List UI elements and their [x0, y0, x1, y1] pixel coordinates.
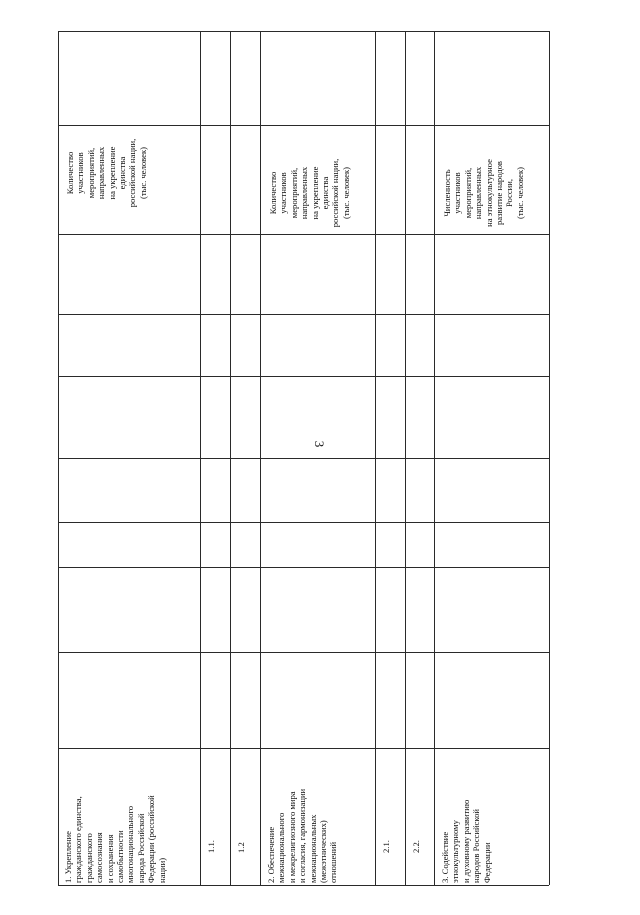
- table-line: [58, 376, 549, 377]
- row-label-1-2: 1.2: [236, 842, 246, 853]
- table-line: [58, 458, 549, 459]
- row-label-2-1: 2.1.: [381, 840, 391, 853]
- row-label-2-2: 2.2.: [411, 840, 421, 853]
- row-indicator-3: Численность участников мероприятий, направленных на этнокультурное развитие народов России, (тыс. человек): [442, 159, 525, 227]
- table-line: [434, 31, 435, 885]
- row-label-3: 3. Содействие этнокультурному и духовному развитию народов Российской Федерации: [440, 799, 492, 883]
- page-number: 3: [312, 440, 327, 448]
- table-line: [230, 31, 231, 885]
- table-line: [260, 31, 261, 885]
- row-label-1-1: 1.1.: [206, 840, 216, 853]
- table-line: [405, 31, 406, 885]
- table-line: [58, 31, 549, 32]
- table-line: [58, 31, 59, 885]
- row-label-1: 1. Укрепление гражданского единства, гражданского самосознания и сохранения самобытности многонационального народа Российской Федерации (российской нации): [63, 795, 167, 883]
- row-indicator-2: Количество участников мероприятий, направленных на укрепление единства российской нации, (тыс. человек): [268, 158, 351, 228]
- row-label-2: 2. Обеспечение межнационального и межрелигиозного мира и согласия, гармонизации межнациональных (межэтнических) отношений: [266, 788, 339, 883]
- table-line: [58, 652, 549, 653]
- row-indicator-1: Количество участников мероприятий, направленных на укрепление единства российской нации, (тыс. человек): [65, 138, 148, 208]
- table-line: [58, 748, 549, 749]
- table-line: [200, 31, 201, 885]
- table-line: [58, 522, 549, 523]
- table-line: [58, 314, 549, 315]
- table-line: [58, 885, 549, 886]
- table-line: [375, 31, 376, 885]
- table-line: [549, 31, 550, 885]
- table-line: [58, 567, 549, 568]
